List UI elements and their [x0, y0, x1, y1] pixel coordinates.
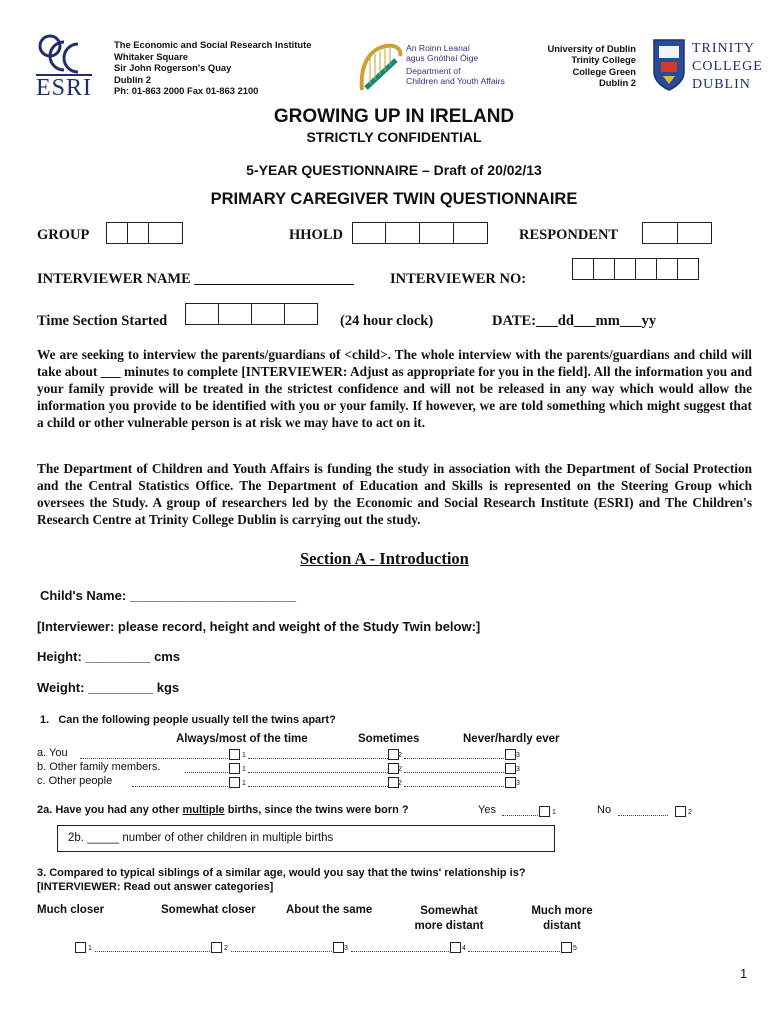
code-label: 2 — [398, 780, 402, 787]
tcd-logo-line: DUBLIN — [692, 77, 751, 92]
esri-logo — [34, 30, 94, 102]
q2a-no-label: No — [597, 804, 612, 816]
respondent-digit-box[interactable] — [677, 222, 712, 244]
code-label: 1 — [242, 752, 246, 759]
time-digit-box[interactable] — [284, 303, 318, 325]
leader-dots — [95, 951, 210, 952]
q2a-yes-checkbox[interactable] — [539, 806, 550, 817]
q1a-checkbox-1[interactable] — [229, 749, 240, 760]
q1-row-label: c. Other people — [37, 775, 113, 787]
leader-dots — [248, 772, 388, 773]
tcd-address-line: College Green — [572, 65, 636, 77]
interviewer-no-digit-box[interactable] — [635, 258, 657, 280]
harp-icon — [356, 40, 404, 94]
tcd-logo-line: TRINITY — [692, 41, 755, 56]
dcya-logo — [356, 40, 516, 98]
dcya-logo-line: Department of — [406, 66, 461, 76]
q3-instruction: [INTERVIEWER: Read out answer categories] — [37, 881, 274, 893]
q3-checkbox-5[interactable] — [561, 942, 572, 953]
q3-checkbox-4[interactable] — [450, 942, 461, 953]
tcd-address-line: Dublin 2 — [599, 77, 636, 89]
q3-option-label: About the same — [286, 904, 373, 916]
interviewer-no-digit-box[interactable] — [677, 258, 699, 280]
q1c-checkbox-3[interactable] — [505, 777, 516, 788]
code-label: 5 — [573, 945, 577, 952]
leader-dots — [185, 772, 228, 773]
childs-name-field[interactable]: Child's Name: _______________________ — [40, 588, 297, 603]
group-label: GROUP — [37, 227, 90, 243]
group-digit-box[interactable] — [127, 222, 149, 244]
tcd-address — [520, 43, 636, 89]
interviewer-note: [Interviewer: please record, height and weight of the Study Twin below:] — [37, 619, 481, 634]
page-number: 1 — [740, 966, 748, 981]
code-label: 1 — [552, 809, 556, 816]
leader-dots — [468, 951, 560, 952]
q2a-question: 2a. Have you had any other multiple births, since the twins were born ? — [37, 804, 409, 816]
group-digit-box[interactable] — [148, 222, 183, 244]
q3-checkbox-3[interactable] — [333, 942, 344, 953]
code-label: 1 — [242, 766, 246, 773]
code-label: 1 — [242, 780, 246, 787]
weight-field[interactable]: Weight: _________ kgs — [37, 680, 180, 695]
confidential-label: STRICTLY CONFIDENTIAL — [306, 129, 482, 145]
q3-checkbox-1[interactable] — [75, 942, 86, 953]
date-field[interactable]: DATE:___dd___mm___yy — [492, 313, 657, 329]
interviewer-no-digit-box[interactable] — [614, 258, 636, 280]
emphasis-text: multiple — [182, 804, 225, 816]
time-started-label: Time Section Started — [37, 313, 168, 329]
time-boxes[interactable] — [185, 303, 318, 325]
q2a-yes-label: Yes — [478, 804, 496, 816]
leader-dots — [248, 758, 388, 759]
leader-dots — [502, 815, 538, 816]
page-title: GROWING UP IN IRELAND — [273, 106, 515, 127]
q3-option-label: Somewhat more distant — [414, 905, 484, 932]
code-label: 1 — [88, 945, 92, 952]
q2b-question[interactable]: 2b. _____ number of other children in multiple births — [68, 832, 334, 844]
leader-dots — [231, 951, 332, 952]
code-label: 2 — [398, 752, 402, 759]
hhold-digit-box[interactable] — [385, 222, 420, 244]
leader-dots — [404, 758, 504, 759]
height-field[interactable]: Height: _________ cms — [37, 649, 181, 664]
esri-address-line: Dublin 2 — [114, 73, 151, 85]
dcya-logo-line: Children and Youth Affairs — [406, 76, 505, 86]
code-label: 2 — [688, 809, 692, 816]
q1-row-label: b. Other family members. — [37, 761, 161, 773]
esri-address-line: The Economic and Social Research Institute — [114, 39, 312, 50]
esri-address-line: Sir John Rogerson's Quay — [114, 62, 232, 74]
questionnaire-title: PRIMARY CAREGIVER TWIN QUESTIONNAIRE — [210, 190, 578, 208]
q1-col-header: Never/hardly ever — [463, 733, 560, 745]
q2a-no-checkbox[interactable] — [675, 806, 686, 817]
esri-address-line: Ph: 01-863 2000 Fax 01-863 2100 — [114, 85, 259, 97]
tcd-logo — [652, 38, 763, 96]
leader-dots — [404, 772, 504, 773]
interviewer-no-label: INTERVIEWER NO: — [390, 271, 527, 287]
leader-dots — [404, 786, 504, 787]
code-label: 3 — [344, 945, 348, 952]
q1-question: 1. Can the following people usually tell the twins apart? — [40, 714, 336, 726]
q3-option-label: Much closer — [37, 904, 105, 916]
time-digit-box[interactable] — [185, 303, 219, 325]
time-digit-box[interactable] — [251, 303, 285, 325]
leader-dots — [248, 786, 388, 787]
q1-col-header: Always/most of the time — [176, 733, 308, 745]
respondent-digit-box[interactable] — [642, 222, 678, 244]
esri-logo-text: ESRI — [36, 75, 93, 101]
tcd-crest-icon — [652, 38, 686, 92]
hhold-digit-box[interactable] — [352, 222, 386, 244]
hhold-label: HHOLD — [289, 227, 343, 243]
code-label: 3 — [516, 752, 520, 759]
q3-option-label: Somewhat closer — [161, 904, 256, 916]
leader-dots — [351, 951, 449, 952]
section-heading: Section A - Introduction — [300, 549, 469, 568]
dcya-logo-line: agus Gnóthaí Óige — [406, 53, 479, 63]
intro-paragraph: We are seeking to interview the parents/guardians of <child>. The whole interview with the parents/guardians and child will take about ___ minutes to complete [INTERVIEWER: Adjust as appropriate for you in the field]. All the information you and your family provide will be treated in the strictest confidence and will not be released in any way which would allow the information you provide to be identified with you or your family. If however, we are told something which might suggest that a child or other vulnerable person is at risk we may have to act on it. — [37, 347, 752, 430]
interviewer-name-label[interactable]: INTERVIEWER NAME ______________________ — [37, 271, 354, 287]
hhold-digit-box[interactable] — [453, 222, 488, 244]
q1a-checkbox-3[interactable] — [505, 749, 516, 760]
interviewer-no-boxes[interactable] — [572, 258, 699, 280]
q1-row-label: a. You — [37, 747, 68, 759]
draft-label: 5-YEAR QUESTIONNAIRE – Draft of 20/02/13 — [246, 162, 542, 178]
q1-col-header: Sometimes — [358, 733, 420, 745]
hhold-boxes[interactable] — [352, 222, 488, 244]
q1b-checkbox-3[interactable] — [505, 763, 516, 774]
q1b-checkbox-1[interactable] — [229, 763, 240, 774]
time-digit-box[interactable] — [218, 303, 252, 325]
interviewer-no-digit-box[interactable] — [572, 258, 594, 280]
interviewer-no-digit-box[interactable] — [593, 258, 615, 280]
q3-checkbox-2[interactable] — [211, 942, 222, 953]
esri-address-line: Whitaker Square — [114, 50, 188, 62]
group-digit-box[interactable] — [106, 222, 128, 244]
code-label: 3 — [516, 766, 520, 773]
leader-dots — [618, 815, 668, 816]
leader-dots — [132, 786, 228, 787]
q3-question: 3. Compared to typical siblings of a similar age, would you say that the twins' relationship is? — [37, 867, 526, 879]
respondent-label: RESPONDENT — [519, 227, 619, 243]
leader-dots — [80, 758, 228, 759]
clock-label: (24 hour clock) — [340, 313, 434, 329]
code-label: 3 — [516, 780, 520, 787]
code-label: 4 — [462, 945, 466, 952]
funding-paragraph: The Department of Children and Youth Affairs is funding the study in association with the Department of Social Protection and the Central Statistics Office. The Department of Education and Skills is represented on the Steering Group which oversees the Study. A group of researchers led by the Economic and Social Research Institute (ESRI) and The Children's Research Centre at Trinity College Dublin is carrying out the study. — [37, 461, 752, 527]
code-label: 2 — [398, 766, 402, 773]
hhold-digit-box[interactable] — [419, 222, 454, 244]
group-boxes[interactable] — [106, 222, 183, 244]
code-label: 2 — [224, 945, 228, 952]
respondent-boxes[interactable] — [642, 222, 712, 244]
esri-address — [114, 39, 311, 97]
tcd-address-line: Trinity College — [571, 54, 636, 66]
dcya-logo-line: An Roinn Leanaí — [406, 43, 471, 53]
q3-option-label: Much more distant — [531, 905, 593, 932]
interviewer-no-digit-box[interactable] — [656, 258, 678, 280]
tcd-logo-line: COLLEGE — [692, 59, 763, 74]
q1c-checkbox-1[interactable] — [229, 777, 240, 788]
tcd-address-line: University of Dublin — [547, 43, 636, 54]
